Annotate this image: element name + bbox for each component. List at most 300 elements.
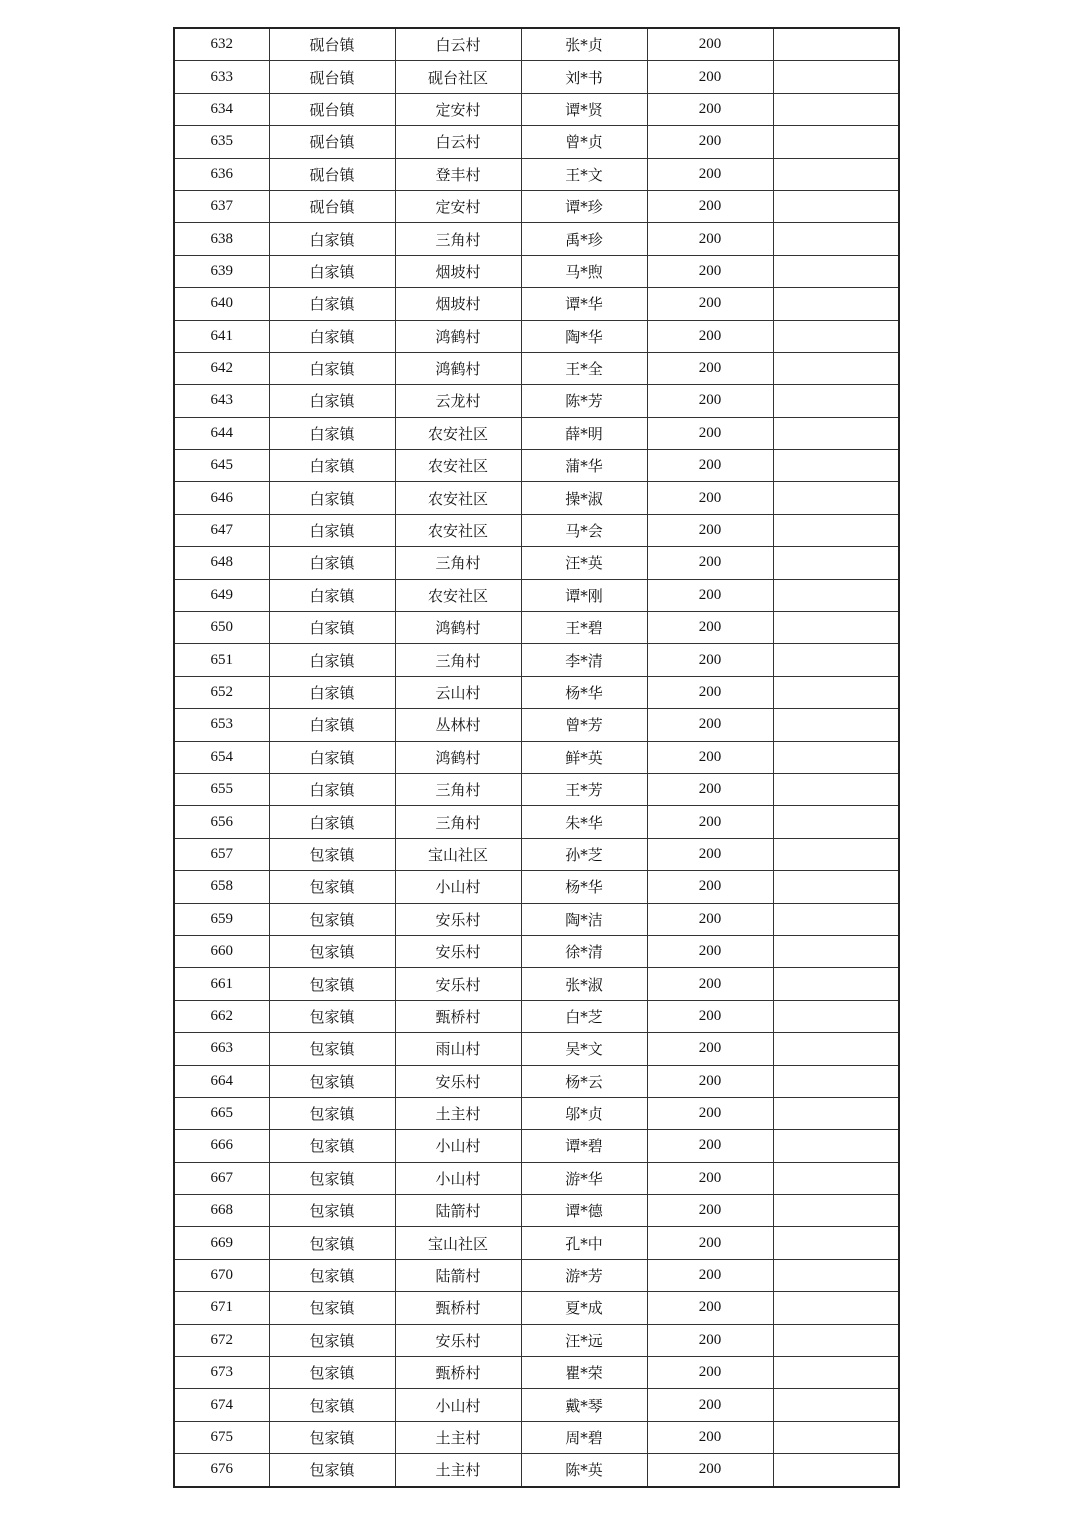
table-row — [174, 709, 899, 741]
cell-town: 白家镇 — [269, 709, 395, 741]
cell-note — [773, 773, 899, 805]
cell-town: 包家镇 — [269, 1324, 395, 1356]
cell-village: 雨山村 — [395, 1033, 521, 1065]
cell-amount: 200 — [647, 1130, 773, 1162]
cell-village: 定安村 — [395, 93, 521, 125]
cell-name: 徐*清 — [521, 935, 647, 967]
cell-note — [773, 288, 899, 320]
cell-amount: 200 — [647, 1454, 773, 1487]
cell-index: 657 — [174, 838, 269, 870]
cell-amount: 200 — [647, 223, 773, 255]
cell-name: 陶*华 — [521, 320, 647, 352]
cell-index: 647 — [174, 514, 269, 546]
cell-index: 645 — [174, 450, 269, 482]
cell-index: 646 — [174, 482, 269, 514]
cell-index: 641 — [174, 320, 269, 352]
cell-note — [773, 1097, 899, 1129]
cell-note — [773, 1259, 899, 1291]
table-row — [174, 741, 899, 773]
cell-index: 665 — [174, 1097, 269, 1129]
cell-name: 杨*华 — [521, 676, 647, 708]
cell-index: 637 — [174, 190, 269, 222]
cell-village: 陆箭村 — [395, 1195, 521, 1227]
cell-village: 小山村 — [395, 871, 521, 903]
cell-amount: 200 — [647, 1324, 773, 1356]
cell-village: 三角村 — [395, 806, 521, 838]
cell-index: 653 — [174, 709, 269, 741]
cell-village: 土主村 — [395, 1097, 521, 1129]
cell-name: 操*淑 — [521, 482, 647, 514]
cell-town: 包家镇 — [269, 1454, 395, 1487]
table-row — [174, 1195, 899, 1227]
cell-village: 安乐村 — [395, 903, 521, 935]
cell-amount: 200 — [647, 1195, 773, 1227]
cell-note — [773, 579, 899, 611]
cell-index: 664 — [174, 1065, 269, 1097]
cell-note — [773, 320, 899, 352]
cell-amount: 200 — [647, 773, 773, 805]
cell-name: 杨*云 — [521, 1065, 647, 1097]
cell-name: 邬*贞 — [521, 1097, 647, 1129]
table-row — [174, 1292, 899, 1324]
cell-amount: 200 — [647, 838, 773, 870]
cell-amount: 200 — [647, 612, 773, 644]
cell-index: 644 — [174, 417, 269, 449]
cell-name: 游*芳 — [521, 1259, 647, 1291]
cell-note — [773, 190, 899, 222]
subsidy-table — [173, 27, 900, 1488]
cell-amount: 200 — [647, 1162, 773, 1194]
table-row — [174, 1357, 899, 1389]
table-row — [174, 1421, 899, 1453]
cell-note — [773, 903, 899, 935]
cell-note — [773, 352, 899, 384]
cell-village: 小山村 — [395, 1162, 521, 1194]
cell-town: 白家镇 — [269, 773, 395, 805]
cell-amount: 200 — [647, 1000, 773, 1032]
cell-town: 包家镇 — [269, 1033, 395, 1065]
table-row — [174, 547, 899, 579]
cell-note — [773, 741, 899, 773]
cell-name: 王*文 — [521, 158, 647, 190]
cell-name: 朱*华 — [521, 806, 647, 838]
cell-note — [773, 1389, 899, 1421]
cell-town: 白家镇 — [269, 255, 395, 287]
cell-village: 农安社区 — [395, 579, 521, 611]
cell-index: 636 — [174, 158, 269, 190]
cell-amount: 200 — [647, 1259, 773, 1291]
cell-town: 包家镇 — [269, 1227, 395, 1259]
cell-note — [773, 385, 899, 417]
cell-village: 陆箭村 — [395, 1259, 521, 1291]
cell-town: 包家镇 — [269, 838, 395, 870]
cell-index: 634 — [174, 93, 269, 125]
cell-village: 定安村 — [395, 190, 521, 222]
cell-name: 张*淑 — [521, 968, 647, 1000]
cell-index: 655 — [174, 773, 269, 805]
cell-note — [773, 644, 899, 676]
table-row — [174, 223, 899, 255]
cell-note — [773, 1357, 899, 1389]
cell-note — [773, 1324, 899, 1356]
cell-town: 包家镇 — [269, 903, 395, 935]
cell-note — [773, 968, 899, 1000]
cell-name: 夏*成 — [521, 1292, 647, 1324]
table-row — [174, 1162, 899, 1194]
cell-town: 包家镇 — [269, 1097, 395, 1129]
cell-name: 汪*远 — [521, 1324, 647, 1356]
cell-note — [773, 838, 899, 870]
table-row — [174, 1454, 899, 1487]
cell-index: 635 — [174, 126, 269, 158]
table-row — [174, 838, 899, 870]
table-row — [174, 352, 899, 384]
cell-index: 667 — [174, 1162, 269, 1194]
table-row — [174, 450, 899, 482]
cell-village: 三角村 — [395, 773, 521, 805]
cell-note — [773, 676, 899, 708]
cell-name: 王*碧 — [521, 612, 647, 644]
cell-village: 土主村 — [395, 1421, 521, 1453]
cell-town: 砚台镇 — [269, 28, 395, 61]
table-row — [174, 61, 899, 93]
table-body — [174, 28, 899, 1487]
cell-index: 659 — [174, 903, 269, 935]
cell-town: 白家镇 — [269, 579, 395, 611]
cell-village: 小山村 — [395, 1389, 521, 1421]
cell-amount: 200 — [647, 190, 773, 222]
cell-amount: 200 — [647, 547, 773, 579]
cell-name: 谭*贤 — [521, 93, 647, 125]
table-row — [174, 126, 899, 158]
cell-name: 马*会 — [521, 514, 647, 546]
cell-note — [773, 871, 899, 903]
cell-index: 672 — [174, 1324, 269, 1356]
cell-village: 白云村 — [395, 28, 521, 61]
cell-amount: 200 — [647, 450, 773, 482]
cell-village: 农安社区 — [395, 450, 521, 482]
cell-town: 包家镇 — [269, 1065, 395, 1097]
cell-village: 白云村 — [395, 126, 521, 158]
cell-name: 谭*碧 — [521, 1130, 647, 1162]
cell-village: 三角村 — [395, 223, 521, 255]
cell-note — [773, 158, 899, 190]
cell-village: 烟坡村 — [395, 255, 521, 287]
cell-town: 白家镇 — [269, 417, 395, 449]
table-row — [174, 676, 899, 708]
cell-name: 王*全 — [521, 352, 647, 384]
table-row — [174, 158, 899, 190]
cell-name: 周*碧 — [521, 1421, 647, 1453]
cell-amount: 200 — [647, 1421, 773, 1453]
cell-index: 660 — [174, 935, 269, 967]
cell-index: 673 — [174, 1357, 269, 1389]
cell-town: 砚台镇 — [269, 126, 395, 158]
cell-name: 王*芳 — [521, 773, 647, 805]
cell-note — [773, 1130, 899, 1162]
cell-index: 663 — [174, 1033, 269, 1065]
cell-town: 白家镇 — [269, 547, 395, 579]
table-row — [174, 1033, 899, 1065]
cell-index: 640 — [174, 288, 269, 320]
cell-amount: 200 — [647, 1065, 773, 1097]
cell-name: 谭*刚 — [521, 579, 647, 611]
cell-index: 643 — [174, 385, 269, 417]
cell-amount: 200 — [647, 126, 773, 158]
cell-amount: 200 — [647, 1033, 773, 1065]
cell-index: 671 — [174, 1292, 269, 1324]
cell-index: 675 — [174, 1421, 269, 1453]
cell-note — [773, 223, 899, 255]
cell-note — [773, 935, 899, 967]
cell-amount: 200 — [647, 741, 773, 773]
table-row — [174, 385, 899, 417]
cell-village: 土主村 — [395, 1454, 521, 1487]
cell-amount: 200 — [647, 61, 773, 93]
cell-village: 烟坡村 — [395, 288, 521, 320]
cell-name: 曾*贞 — [521, 126, 647, 158]
cell-amount: 200 — [647, 903, 773, 935]
cell-village: 云山村 — [395, 676, 521, 708]
cell-note — [773, 1421, 899, 1453]
cell-amount: 200 — [647, 579, 773, 611]
cell-index: 674 — [174, 1389, 269, 1421]
cell-town: 包家镇 — [269, 1162, 395, 1194]
table-row — [174, 28, 899, 61]
cell-town: 白家镇 — [269, 806, 395, 838]
cell-index: 658 — [174, 871, 269, 903]
table-row — [174, 612, 899, 644]
cell-amount: 200 — [647, 1357, 773, 1389]
cell-town: 包家镇 — [269, 1389, 395, 1421]
cell-town: 白家镇 — [269, 385, 395, 417]
table-row — [174, 482, 899, 514]
cell-town: 白家镇 — [269, 482, 395, 514]
cell-village: 安乐村 — [395, 935, 521, 967]
cell-town: 包家镇 — [269, 871, 395, 903]
cell-amount: 200 — [647, 644, 773, 676]
table-row — [174, 871, 899, 903]
cell-amount: 200 — [647, 871, 773, 903]
cell-town: 包家镇 — [269, 1259, 395, 1291]
cell-note — [773, 1292, 899, 1324]
cell-village: 云龙村 — [395, 385, 521, 417]
cell-name: 曾*芳 — [521, 709, 647, 741]
cell-note — [773, 1227, 899, 1259]
cell-village: 农安社区 — [395, 482, 521, 514]
cell-name: 蒲*华 — [521, 450, 647, 482]
cell-index: 639 — [174, 255, 269, 287]
cell-name: 戴*琴 — [521, 1389, 647, 1421]
cell-index: 654 — [174, 741, 269, 773]
cell-town: 砚台镇 — [269, 158, 395, 190]
cell-town: 白家镇 — [269, 741, 395, 773]
cell-amount: 200 — [647, 255, 773, 287]
cell-village: 鸿鹤村 — [395, 352, 521, 384]
table-row — [174, 773, 899, 805]
table-row — [174, 514, 899, 546]
cell-town: 白家镇 — [269, 514, 395, 546]
cell-note — [773, 514, 899, 546]
cell-index: 651 — [174, 644, 269, 676]
cell-note — [773, 1162, 899, 1194]
cell-amount: 200 — [647, 93, 773, 125]
cell-village: 安乐村 — [395, 968, 521, 1000]
cell-name: 鲜*英 — [521, 741, 647, 773]
cell-town: 白家镇 — [269, 450, 395, 482]
cell-index: 648 — [174, 547, 269, 579]
cell-note — [773, 61, 899, 93]
cell-amount: 200 — [647, 1097, 773, 1129]
cell-name: 刘*书 — [521, 61, 647, 93]
cell-amount: 200 — [647, 320, 773, 352]
cell-amount: 200 — [647, 482, 773, 514]
cell-name: 薛*明 — [521, 417, 647, 449]
cell-name: 杨*华 — [521, 871, 647, 903]
table-row — [174, 288, 899, 320]
cell-note — [773, 709, 899, 741]
cell-town: 包家镇 — [269, 968, 395, 1000]
cell-village: 小山村 — [395, 1130, 521, 1162]
cell-name: 瞿*荣 — [521, 1357, 647, 1389]
cell-note — [773, 1454, 899, 1487]
cell-amount: 200 — [647, 968, 773, 1000]
cell-village: 农安社区 — [395, 514, 521, 546]
cell-amount: 200 — [647, 28, 773, 61]
cell-amount: 200 — [647, 709, 773, 741]
table-row — [174, 320, 899, 352]
cell-note — [773, 612, 899, 644]
cell-town: 白家镇 — [269, 223, 395, 255]
cell-note — [773, 417, 899, 449]
cell-town: 包家镇 — [269, 1000, 395, 1032]
cell-index: 638 — [174, 223, 269, 255]
table-row — [174, 417, 899, 449]
cell-name: 禹*珍 — [521, 223, 647, 255]
cell-town: 包家镇 — [269, 1130, 395, 1162]
cell-name: 谭*德 — [521, 1195, 647, 1227]
table-row — [174, 903, 899, 935]
cell-name: 李*清 — [521, 644, 647, 676]
cell-note — [773, 93, 899, 125]
table-row — [174, 579, 899, 611]
cell-note — [773, 547, 899, 579]
table-row — [174, 1259, 899, 1291]
cell-village: 农安社区 — [395, 417, 521, 449]
cell-village: 甄桥村 — [395, 1000, 521, 1032]
cell-note — [773, 255, 899, 287]
cell-town: 砚台镇 — [269, 61, 395, 93]
cell-index: 656 — [174, 806, 269, 838]
cell-note — [773, 1065, 899, 1097]
table-row — [174, 255, 899, 287]
cell-amount: 200 — [647, 352, 773, 384]
cell-note — [773, 1033, 899, 1065]
cell-town: 白家镇 — [269, 676, 395, 708]
cell-name: 陶*洁 — [521, 903, 647, 935]
cell-index: 661 — [174, 968, 269, 1000]
table-row — [174, 968, 899, 1000]
cell-name: 孔*中 — [521, 1227, 647, 1259]
cell-index: 633 — [174, 61, 269, 93]
cell-index: 632 — [174, 28, 269, 61]
cell-village: 丛林村 — [395, 709, 521, 741]
table-row — [174, 806, 899, 838]
cell-name: 白*芝 — [521, 1000, 647, 1032]
cell-village: 鸿鹤村 — [395, 741, 521, 773]
cell-town: 包家镇 — [269, 935, 395, 967]
cell-index: 649 — [174, 579, 269, 611]
cell-amount: 200 — [647, 385, 773, 417]
cell-name: 汪*英 — [521, 547, 647, 579]
cell-amount: 200 — [647, 158, 773, 190]
cell-town: 白家镇 — [269, 320, 395, 352]
cell-name: 谭*珍 — [521, 190, 647, 222]
cell-amount: 200 — [647, 806, 773, 838]
cell-index: 642 — [174, 352, 269, 384]
cell-amount: 200 — [647, 417, 773, 449]
table-row — [174, 935, 899, 967]
cell-village: 砚台社区 — [395, 61, 521, 93]
cell-name: 陈*芳 — [521, 385, 647, 417]
cell-town: 包家镇 — [269, 1195, 395, 1227]
cell-village: 安乐村 — [395, 1065, 521, 1097]
cell-index: 662 — [174, 1000, 269, 1032]
cell-amount: 200 — [647, 935, 773, 967]
cell-village: 鸿鹤村 — [395, 320, 521, 352]
table-row — [174, 190, 899, 222]
cell-index: 670 — [174, 1259, 269, 1291]
cell-note — [773, 1195, 899, 1227]
cell-name: 张*贞 — [521, 28, 647, 61]
cell-note — [773, 1000, 899, 1032]
cell-town: 白家镇 — [269, 644, 395, 676]
cell-village: 安乐村 — [395, 1324, 521, 1356]
cell-name: 马*煦 — [521, 255, 647, 287]
cell-village: 鸿鹤村 — [395, 612, 521, 644]
cell-index: 668 — [174, 1195, 269, 1227]
table-row — [174, 1130, 899, 1162]
cell-village: 甄桥村 — [395, 1292, 521, 1324]
cell-note — [773, 806, 899, 838]
cell-amount: 200 — [647, 288, 773, 320]
cell-town: 包家镇 — [269, 1357, 395, 1389]
cell-town: 砚台镇 — [269, 93, 395, 125]
cell-index: 669 — [174, 1227, 269, 1259]
table-row — [174, 1097, 899, 1129]
cell-town: 白家镇 — [269, 288, 395, 320]
table-row — [174, 1389, 899, 1421]
cell-name: 游*华 — [521, 1162, 647, 1194]
cell-village: 宝山社区 — [395, 1227, 521, 1259]
cell-note — [773, 126, 899, 158]
table-row — [174, 644, 899, 676]
cell-note — [773, 450, 899, 482]
cell-note — [773, 482, 899, 514]
cell-name: 陈*英 — [521, 1454, 647, 1487]
cell-amount: 200 — [647, 676, 773, 708]
cell-amount: 200 — [647, 1227, 773, 1259]
cell-town: 包家镇 — [269, 1292, 395, 1324]
cell-name: 谭*华 — [521, 288, 647, 320]
cell-town: 包家镇 — [269, 1421, 395, 1453]
cell-town: 白家镇 — [269, 352, 395, 384]
cell-name: 孙*芝 — [521, 838, 647, 870]
table-row — [174, 1000, 899, 1032]
table-row — [174, 1227, 899, 1259]
cell-note — [773, 28, 899, 61]
cell-amount: 200 — [647, 1292, 773, 1324]
